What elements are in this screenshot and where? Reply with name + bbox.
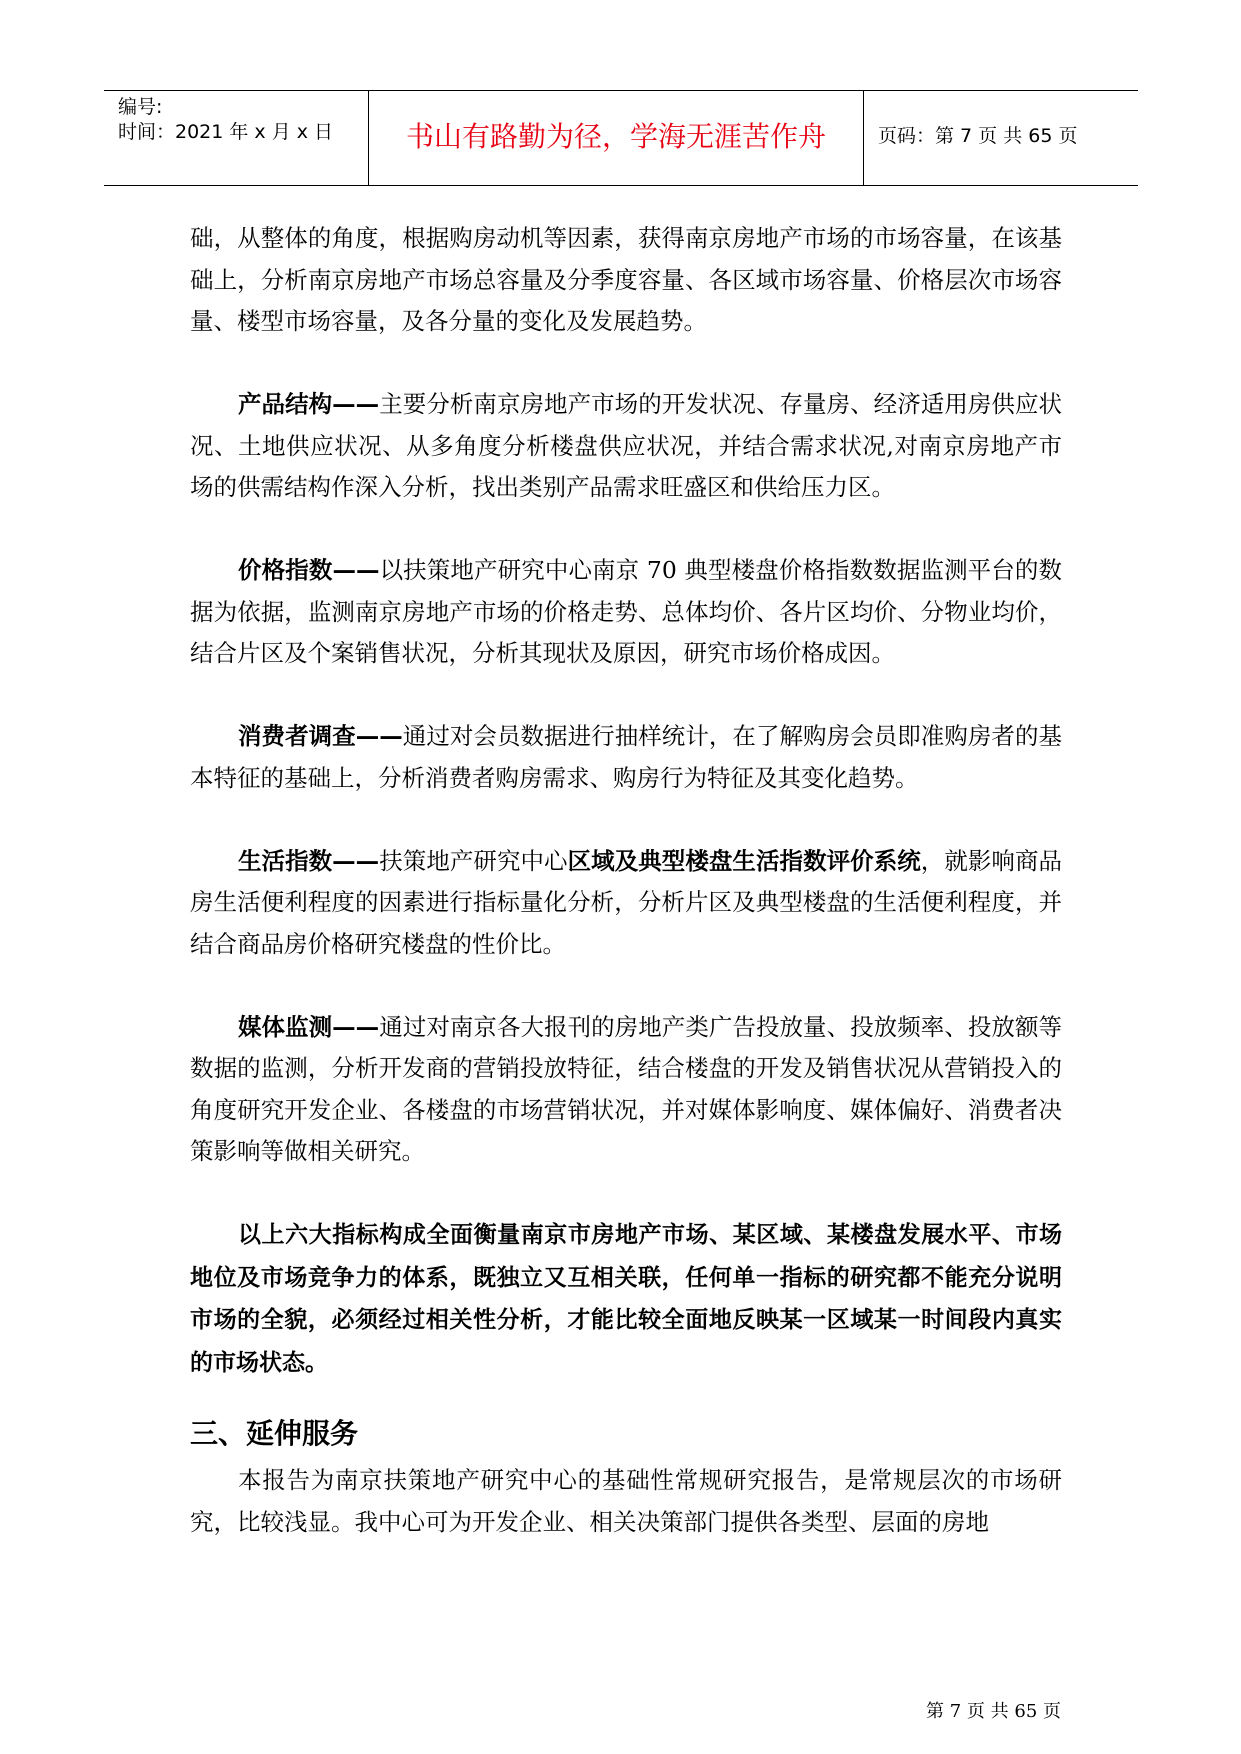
document-time-label: 时间：2021 年 x 月 x 日	[118, 121, 334, 143]
paragraph-living-index	[190, 841, 1062, 966]
paragraph-extended-services: 本报告为南京扶策地产研究中心的基础性常规研究报告，是常规层次的市场研究，比较浅显。我中心可为开发企业、相关决策部门提供各类型、层面的房地	[190, 1466, 1062, 1536]
product-structure-text: 主要分析南京房地产市场的开发状况、存量房、经济适用房供应状况、土地供应状况、从多角度分析楼盘供应状况，并结合需求状况,对南京房地产市场的供需结构作深入分析，找出类别产品需求旺盛区和供给压力区。	[190, 390, 1063, 501]
term-product-structure: 产品结构——	[238, 390, 380, 418]
term-price-index: 价格指数——	[238, 556, 380, 584]
paragraph-product-structure	[190, 384, 1062, 509]
living-index-system-name: 区域及典型楼盘生活指数评价系统	[567, 846, 921, 875]
paragraph-market-capacity: 础，从整体的角度，根据购房动机等因素，获得南京房地产市场的市场容量，在该基础上，分析南京房地产市场总容量及分季度容量、各区域市场容量、价格层次市场容量、楼型市场容量，及各分量的变化及发展趋势。	[190, 224, 1062, 335]
document-body	[190, 218, 1062, 1543]
price-index-text: 以扶策地产研究中心南京 70 典型楼盘价格指数数据监测平台的数据为依据，监测南京房地产市场的价格走势、总体均价、各片区均价、分物业均价，结合片区及个案销售状况，分析其现状及原因，研究市场价格成因。	[190, 556, 1063, 667]
paragraph-media-monitoring	[190, 1007, 1062, 1173]
term-media-monitoring: 媒体监测——	[238, 1012, 380, 1041]
header-motto: 书山有路勤为径，学海无涯苦作舟	[405, 120, 826, 153]
document-number-label: 编号:	[118, 96, 163, 118]
living-index-text-post: ，就影响商品房生活便利程度的因素进行指标量化分析，分析片区及典型楼盘的生活便利程度，并结合商品房价格研究楼盘的性价比。	[190, 846, 1063, 958]
media-monitoring-text: 通过对南京各大报刊的房地产类广告投放量、投放频率、投放额等数据的监测，分析开发商的营销投放特征，结合楼盘的开发及销售状况从营销投入的角度研究开发企业、各楼盘的市场营销状况，并对媒体影响度、媒体偏好、消费者决策影响等做相关研究。	[190, 1012, 1063, 1165]
page-header	[104, 90, 1138, 186]
header-page-cell	[864, 91, 1138, 185]
header-page-code: 页码：第 7 页 共 65 页	[878, 125, 1078, 147]
section-heading-extended-services: 三、延伸服务	[190, 1417, 359, 1450]
page-footer: 第 7 页 共 65 页	[926, 1701, 1061, 1722]
term-living-index: 生活指数——	[238, 846, 380, 875]
paragraph-summary: 以上六大指标构成全面衡量南京市房地产市场、某区域、某楼盘发展水平、市场地位及市场竞争力的体系，既独立又互相关联，任何单一指标的研究都不能充分说明市场的全貌，必须经过相关性分析，才能比较全面地反映某一区域某一时间段内真实的市场状态。	[190, 1222, 1062, 1376]
paragraph-price-index	[190, 550, 1062, 675]
living-index-text-pre: 扶策地产研究中心	[379, 846, 568, 875]
header-info-cell	[104, 91, 369, 185]
header-motto-cell	[369, 91, 864, 185]
consumer-survey-text: 通过对会员数据进行抽样统计，在了解购房会员即准购房者的基本特征的基础上，分析消费者购房需求、购房行为特征及其变化趋势。	[190, 722, 1063, 792]
paragraph-consumer-survey	[190, 716, 1062, 799]
term-consumer-survey: 消费者调查——	[238, 722, 403, 750]
